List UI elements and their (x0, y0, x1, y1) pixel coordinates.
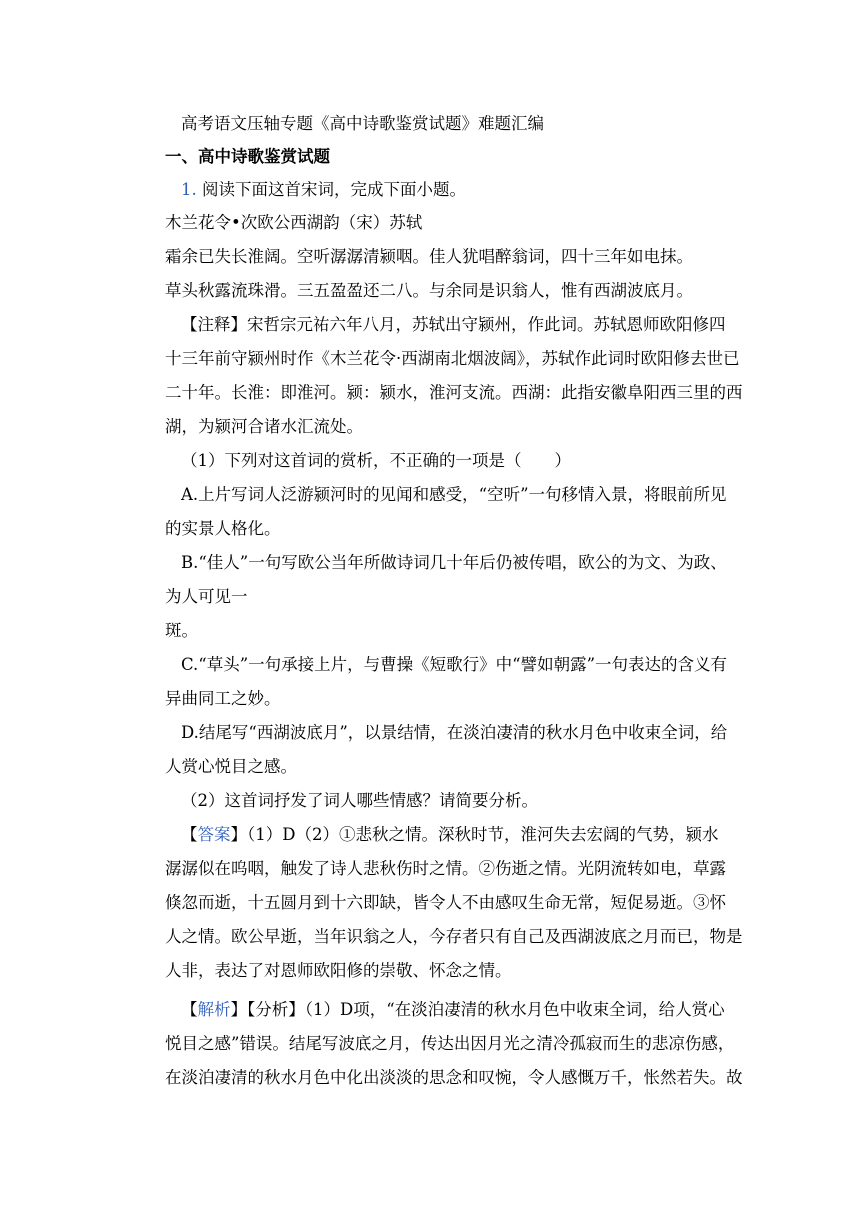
option-d: D.结尾写“西湖波底月”，以景结情，在淡泊凄清的秋水月色中收束全词，给 (181, 723, 728, 742)
option-c: C.“草头”一句承接上片，与曹操《短歌行》中“譬如朝露”一句表达的含义有 (181, 655, 728, 674)
option-d-continued: 人赏心悦目之感。 (165, 757, 297, 776)
option-c-continued: 异曲同工之妙。 (165, 689, 281, 708)
answer-text: （1）D（2）①悲秋之情。深秋时节，淮河失去宏阔的气势，颍水 (247, 825, 719, 844)
note-paragraph-line: 湖，为颍河合诸水汇流处。 (165, 417, 363, 436)
poem-title: 木兰花令•次欧公西湖韵（宋）苏轼 (165, 213, 423, 232)
answer-line: 人非，表达了对恩师欧阳修的崇敬、怀念之情。 (165, 961, 512, 980)
section-heading: 一、高中诗歌鉴赏试题 (165, 147, 330, 166)
answer-line (181, 825, 753, 845)
note-label: 【注释】 (181, 315, 247, 334)
question-1 (181, 180, 753, 200)
answer-line: 人之情。欧公早逝，当年识翁之人，今存者只有自己及西湖波底之月而已，物是 (165, 927, 743, 946)
bracket: 【 (181, 825, 198, 844)
sub-question-1: （1）下列对这首词的赏析，不正确的一项是（ ） (181, 451, 571, 470)
option-b: B.“佳人”一句写欧公当年所做诗词几十年后仍被传唱，欧公的为文、为政、 (181, 553, 727, 572)
analysis-text: （1）D项，“在淡泊凄清的秋水月色中收束全词，给人赏心 (304, 1000, 725, 1019)
sub-question-2: （2）这首词抒发了词人哪些情感？请简要分析。 (181, 791, 538, 810)
note-paragraph-line: 十三年前守颍州时作《木兰花令·西湖南北烟波阔》，苏轼作此词时欧阳修去世已 (165, 349, 740, 368)
note-text: 宋哲宗元祐六年八月，苏轼出守颍州，作此词。苏轼恩师欧阳修四 (247, 315, 726, 334)
analysis-line (181, 1000, 753, 1020)
option-a: A.上片写词人泛游颍河时的见闻和感受，“空听”一句移情入景，将眼前所见 (181, 485, 727, 504)
poem-line: 草头秋露流珠滑。三五盈盈还二八。与余同是识翁人，惟有西湖波底月。 (165, 281, 693, 300)
document-title: 高考语文压轴专题《高中诗歌鉴赏试题》难题汇编 (181, 114, 544, 133)
poem-line: 霜余已失长淮阔。空听潺潺清颍咽。佳人犹唱醉翁词，四十三年如电抹。 (165, 247, 693, 266)
option-b-continued: 为人可见一 (165, 587, 248, 606)
bracket: 】 (230, 1000, 247, 1019)
bracket: 【 (181, 1000, 198, 1019)
option-a-continued: 的实景人格化。 (165, 519, 281, 538)
note-paragraph-line (181, 315, 753, 335)
question-number: 1. (181, 180, 197, 199)
answer-line: 倏忽而逝，十五圆月到十六即缺，皆令人不由感叹生命无常，短促易逝。③怀 (165, 893, 726, 912)
question-prompt: 阅读下面这首宋词，完成下面小题。 (202, 180, 466, 199)
option-b-continued: 斑。 (165, 621, 198, 640)
analysis-line: 在淡泊凄清的秋水月色中化出淡淡的思念和叹惋，令人感慨万千，怅然若失。故 (165, 1068, 743, 1087)
analysis-sub-label: 【分析】 (247, 1000, 305, 1019)
analysis-line: 悦目之感”错误。结尾写波底之月，传达出因月光之清冷孤寂而生的悲凉伤感， (165, 1034, 735, 1053)
analysis-label: 解析 (197, 1000, 231, 1019)
bracket: 】 (230, 825, 247, 844)
answer-label: 答案 (197, 825, 231, 844)
note-paragraph-line: 二十年。长淮：即淮河。颍：颍水，淮河支流。西湖：此指安徽阜阳西三里的西 (165, 383, 743, 402)
answer-line: 潺潺似在呜咽，触发了诗人悲秋伤时之情。②伤逝之情。光阴流转如电，草露 (165, 859, 726, 878)
